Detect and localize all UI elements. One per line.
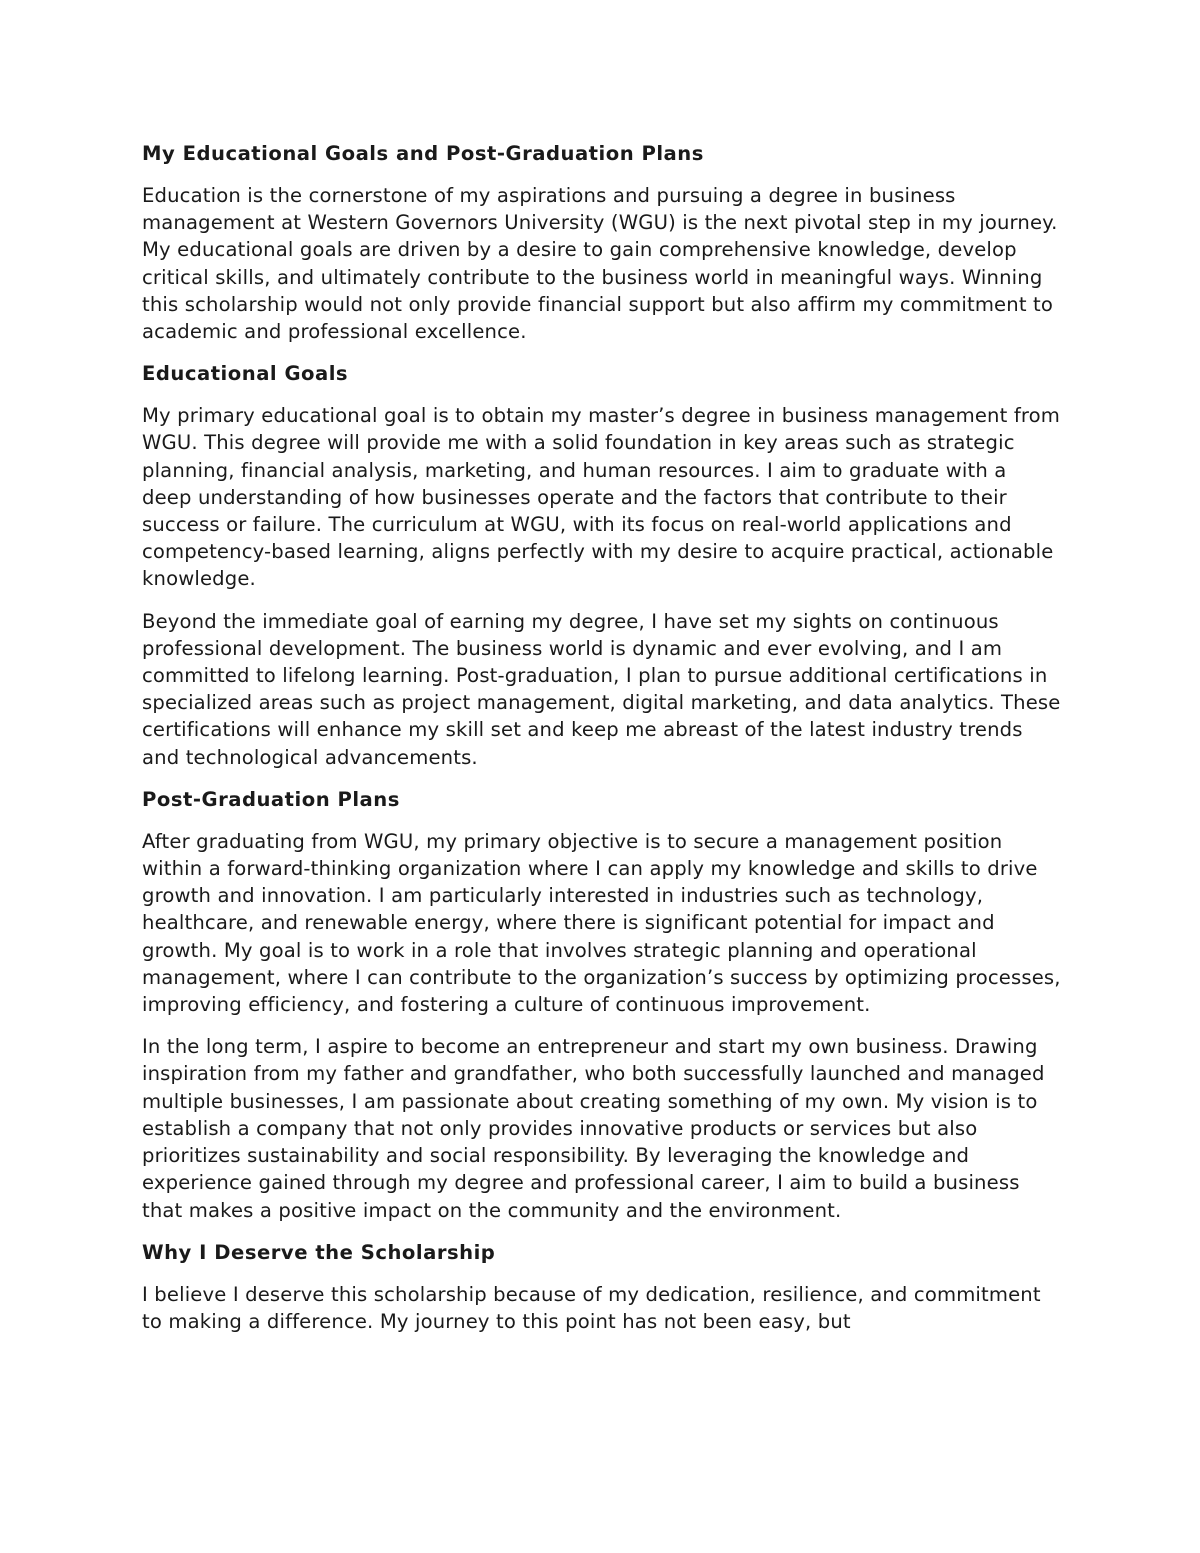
- paragraph: My primary educational goal is to obtain my master’s degree in business management from WGU. This degree will provide me with a solid foundation in key areas such as strategic planning, financial analysis, marketing, and human resources. I aim to graduate with a deep understanding of how businesses operate and the factors that contribute to their success or failure. The curriculum at WGU, with its focus on real-world applications and competency-based learning, aligns perfectly with my desire to acquire practical, actionable knowledge.: [142, 404, 1061, 591]
- section-heading-educational-goals: Educational Goals: [142, 362, 349, 386]
- paragraph: Beyond the immediate goal of earning my degree, I have set my sights on continuous professional development. The business world is dynamic and ever evolving, and I am committed to lifelong learning. Post-graduation, I plan to pursue additional certifications in specialized areas such as project management, digital marketing, and data analytics. These certifications will enhance my skill set and keep me abreast of the latest industry trends and technological advancements.: [142, 609, 1061, 769]
- paragraph: I believe I deserve this scholarship because of my dedication, resilience, and commitment to making a difference. My journey to this point has not been easy, but: [142, 1282, 1041, 1333]
- paragraph: After graduating from WGU, my primary objective is to secure a management position within a forward-thinking organization where I can apply my knowledge and skills to drive growth and innovation. I am particularly interested in industries such as technology, healthcare, and renewable energy, where there is significant potential for impact and growth. My goal is to work in a role that involves strategic planning and operational management, where I can contribute to the organization’s success by optimizing processes, improving efficiency, and fostering a culture of continuous improvement.: [142, 829, 1061, 1017]
- section-heading-why-i-deserve: Why I Deserve the Scholarship: [142, 1240, 496, 1264]
- intro-paragraph: Education is the cornerstone of my aspirations and pursuing a degree in business management at Western Governors University (WGU) is the next pivotal step in my journey. My educational goals are driven by a desire to gain comprehensive knowledge, develop critical skills, and ultimately contribute to the business world in meaningful ways. Winning this scholarship would not only provide financial support but also affirm my commitment to academic and professional excellence.: [142, 184, 1058, 344]
- document-page: [142, 140, 1062, 1350]
- document-title: My Educational Goals and Post-Graduation Plans: [142, 142, 704, 165]
- paragraph: In the long term, I aspire to become an entrepreneur and start my own business. Drawing inspiration from my father and grandfather, who both successfully launched and managed multiple businesses, I am passionate about creating something of my own. My vision is to establish a company that not only provides innovative products or services but also prioritizes sustainability and social responsibility. By leveraging the knowledge and experience gained through my degree and professional career, I aim to build a business that makes a positive impact on the community and the environment.: [142, 1035, 1045, 1222]
- section-heading-post-graduation-plans: Post-Graduation Plans: [142, 787, 400, 811]
